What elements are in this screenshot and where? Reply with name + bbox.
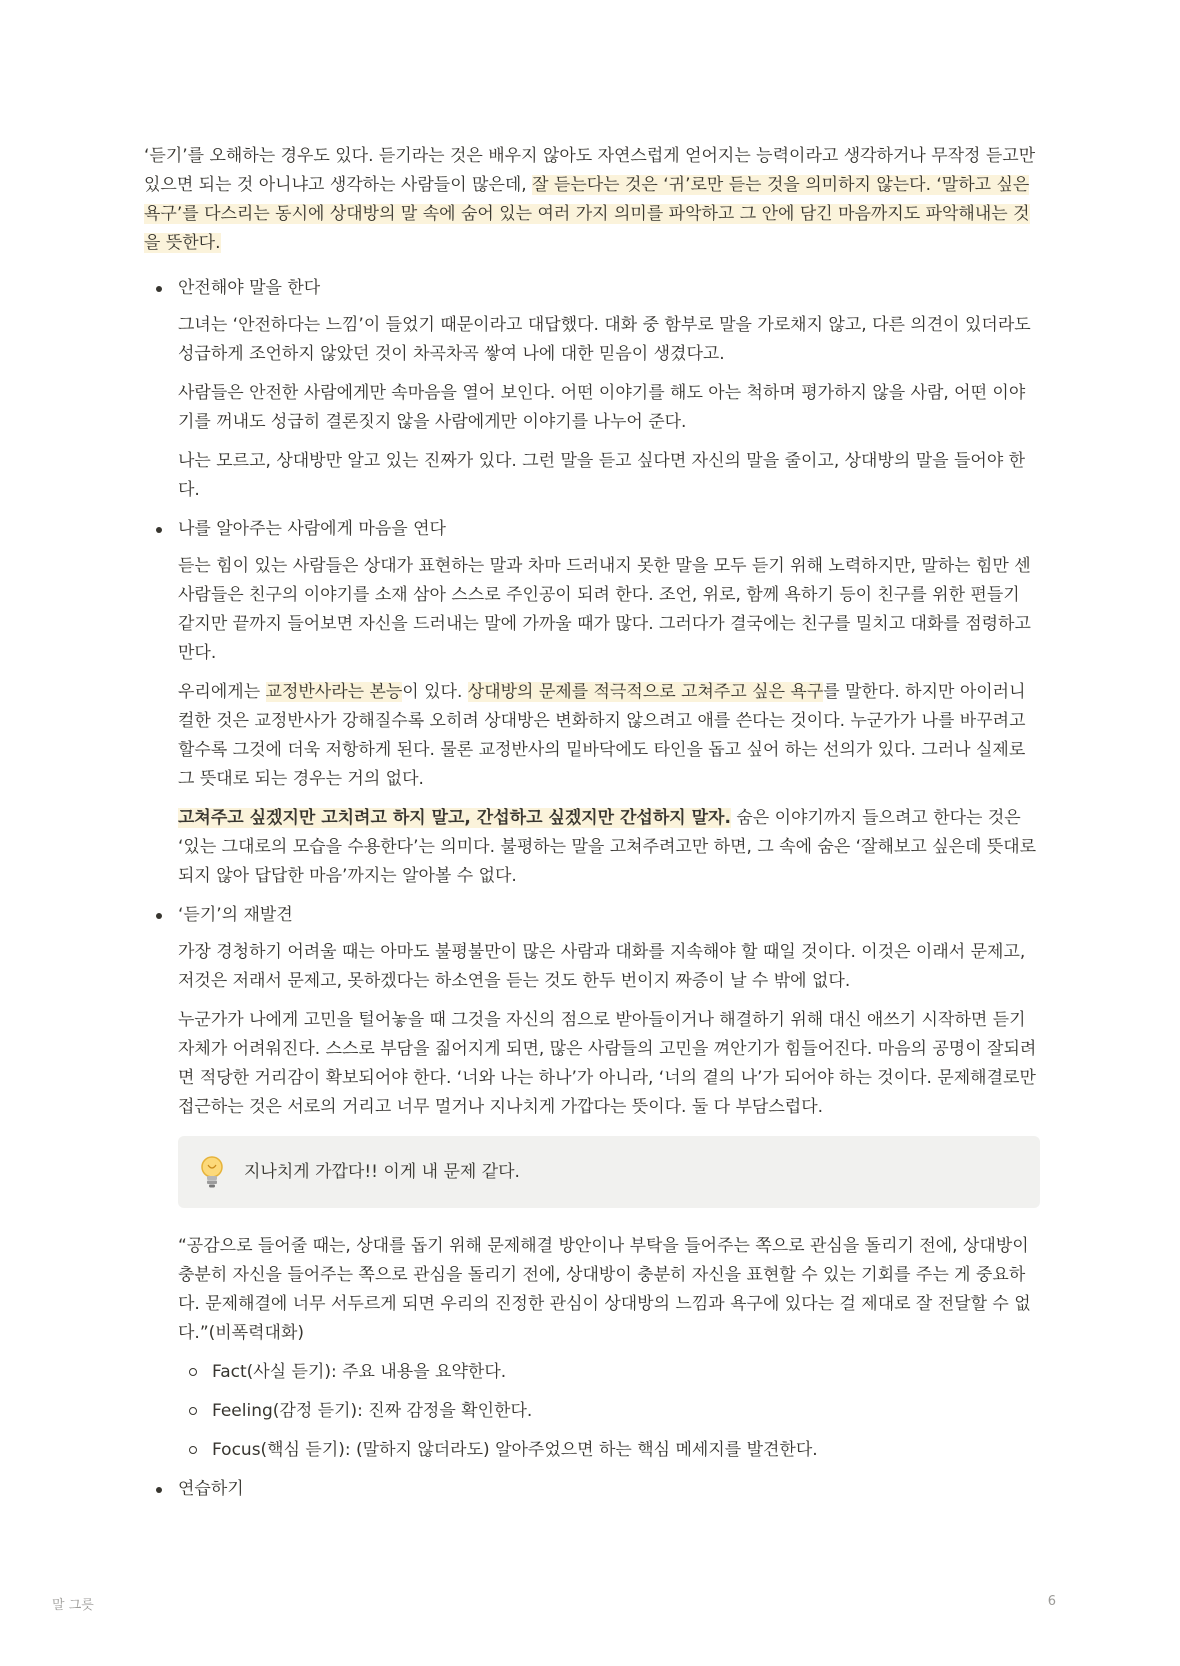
callout	[178, 1136, 1040, 1208]
lightbulb-icon	[198, 1154, 226, 1190]
section2-body	[144, 552, 1040, 891]
section3-body	[144, 938, 1040, 1122]
section2-p3	[178, 804, 1040, 891]
page-content	[144, 142, 1040, 1512]
section2-p3-bold: 고쳐주고 싶겠지만 고치려고 하지 말고, 간섭하고 싶겠지만 간섭하지 말자.	[178, 808, 731, 828]
section2-p2-highlight-2: 상대방의 문제를 적극적으로 고쳐주고 싶은 욕구	[467, 682, 824, 702]
bullet-rediscovery: ‘듣기’의 재발견	[144, 901, 1040, 930]
section2-p1: 듣는 힘이 있는 사람들은 상대가 표현하는 말과 차마 드러내지 못한 말을 모두 듣기 위해 노력하지만, 말하는 힘만 센 사람들은 친구의 이야기를 소재 삼아 스스로 주인공이 되려 한다. 조언, 위로, 함께 욕하기 등이 친구를 위한 편들기 같지만 끝까지 들어보면 자신을 드러내는 말에 가까울 때가 많다. 그러다가 결국에는 친구를 밀치고 대화를 점령하고 만다.	[178, 556, 1031, 663]
section2-p2-text-e: 를 말한다. 하지만 아이러니컬한 것은 교정반사가 강해질수록 오히려 상대방은 변화하지 않으려고 애를 쓴다는 것이다. 누군가가 나를 바꾸려고 할수록 그것에 더욱 저항하게 된다. 물론 교정반사의 밑바닥에도 타인을 돕고 싶어 하는 선의가 있다. 그러나 실제로 그 뜻대로 되는 경우는 거의 없다.	[178, 682, 1026, 789]
intro-highlight: 잘 듣는다는 것은 ‘귀’로만 듣는 것을 의미하지 않는다. ‘말하고 싶은 욕구’를 다스리는 동시에 상대방의 말 속에 숨어 있는 여러 가지 의미를 파악하고 그 안에 담긴 마음까지도 파악해내는 것을 뜻한다.	[144, 175, 1030, 253]
quote-paragraph: “공감으로 들어줄 때는, 상대를 돕기 위해 문제해결 방안이나 부탁을 들어주는 쪽으로 관심을 돌리기 전에, 상대방이 충분히 자신을 들어주는 쪽으로 관심을 돌리기 전에, 상대방이 충분히 자신을 표현할 수 있는 기회를 주는 게 중요하다. 문제해결에 너무 서두르게 되면 우리의 진정한 관심이 상대방의 느낌과 욕구에 있다는 걸 제대로 잘 전달할 수 없다.”(비폭력대화)	[178, 1236, 1031, 1343]
section1-p3: 나는 모르고, 상대방만 알고 있는 진짜가 있다. 그런 말을 듣고 싶다면 자신의 말을 줄이고, 상대방의 말을 들어야 한다.	[178, 451, 1026, 500]
section1-p1: 그녀는 ‘안전하다는 느낌’이 들었기 때문이라고 대답했다. 대화 중 함부로 말을 가로채지 않고, 다른 의견이 있더라도 성급하게 조언하지 않았던 것이 차곡차곡 쌓여 나에 대한 믿음이 생겼다고.	[178, 315, 1031, 364]
section1-p2: 사람들은 안전한 사람에게만 속마음을 열어 보인다. 어떤 이야기를 해도 아는 척하며 평가하지 않을 사람, 어떤 이야기를 꺼내도 성급히 결론짓지 않을 사람에게만 이야기를 나누어 준다.	[178, 383, 1026, 432]
intro-paragraph	[144, 142, 1040, 258]
bullet-open-heart: 나를 알아주는 사람에게 마음을 연다	[144, 515, 1040, 544]
section2-p2-text-a: 우리에게는	[178, 682, 266, 702]
section2-p2-highlight-1: 교정반사라는 본능	[265, 682, 403, 702]
bullet-practice: 연습하기	[144, 1475, 1040, 1504]
callout-text: 지나치게 가깝다!! 이게 내 문제 같다.	[244, 1161, 520, 1182]
page-number: 6	[1047, 1594, 1056, 1609]
list-item: Feeling(감정 듣기): 진짜 감정을 확인한다.	[144, 1397, 1040, 1426]
footer-title: 말 그릇	[52, 1598, 94, 1613]
list-item: Fact(사실 듣기): 주요 내용을 요약한다.	[144, 1358, 1040, 1387]
intro-text: ‘듣기’를 오해하는 경우도 있다. 듣기라는 것은 배우지 않아도 자연스럽게 얻어지는 능력이라고 생각하거나 무작정 듣고만 있으면 되는 것 아니냐고 생각하는 사람들이 많은데,	[144, 146, 1036, 195]
list-item: Focus(핵심 듣기): (말하지 않더라도) 알아주었으면 하는 핵심 메세지를 발견한다.	[144, 1436, 1040, 1465]
section2-p3-text: 숨은 이야기까지 들으려고 한다는 것은 ‘있는 그대로의 모습을 수용한다’는 의미다. 불평하는 말을 고쳐주려고만 하면, 그 속에 숨은 ‘잘해보고 싶은데 뜻대로 되지 않아 답답한 마음’까지는 알아볼 수 없다.	[178, 808, 1037, 886]
section3-p2: 누군가가 나에게 고민을 털어놓을 때 그것을 자신의 점으로 받아들이거나 해결하기 위해 대신 애쓰기 시작하면 듣기 자체가 어려워진다. 스스로 부담을 짊어지게 되면, 많은 사람들의 고민을 껴안기가 힘들어진다. 마음의 공명이 잘되려면 적당한 거리감이 확보되어야 한다. ‘너와 나는 하나’가 아니라, ‘너의 곁의 나’가 되어야 하는 것이다. 문제해결로만 접근하는 것은 서로의 거리고 너무 멀거나 지나치게 가깝다는 뜻이다. 둘 다 부담스럽다.	[178, 1010, 1037, 1117]
section2-p2-text-c: 이 있다.	[402, 682, 468, 702]
quote-block	[144, 1232, 1040, 1348]
section3-p1: 가장 경청하기 어려울 때는 아마도 불평불만이 많은 사람과 대화를 지속해야 할 때일 것이다. 이것은 이래서 문제고, 저것은 저래서 문제고, 못하겠다는 하소연을 듣는 것도 한두 번이지 짜증이 날 수 밖에 없다.	[178, 942, 1026, 991]
section1-body	[144, 311, 1040, 505]
section2-p2	[178, 678, 1040, 794]
bullet-safe-to-talk: 안전해야 말을 한다	[144, 274, 1040, 303]
